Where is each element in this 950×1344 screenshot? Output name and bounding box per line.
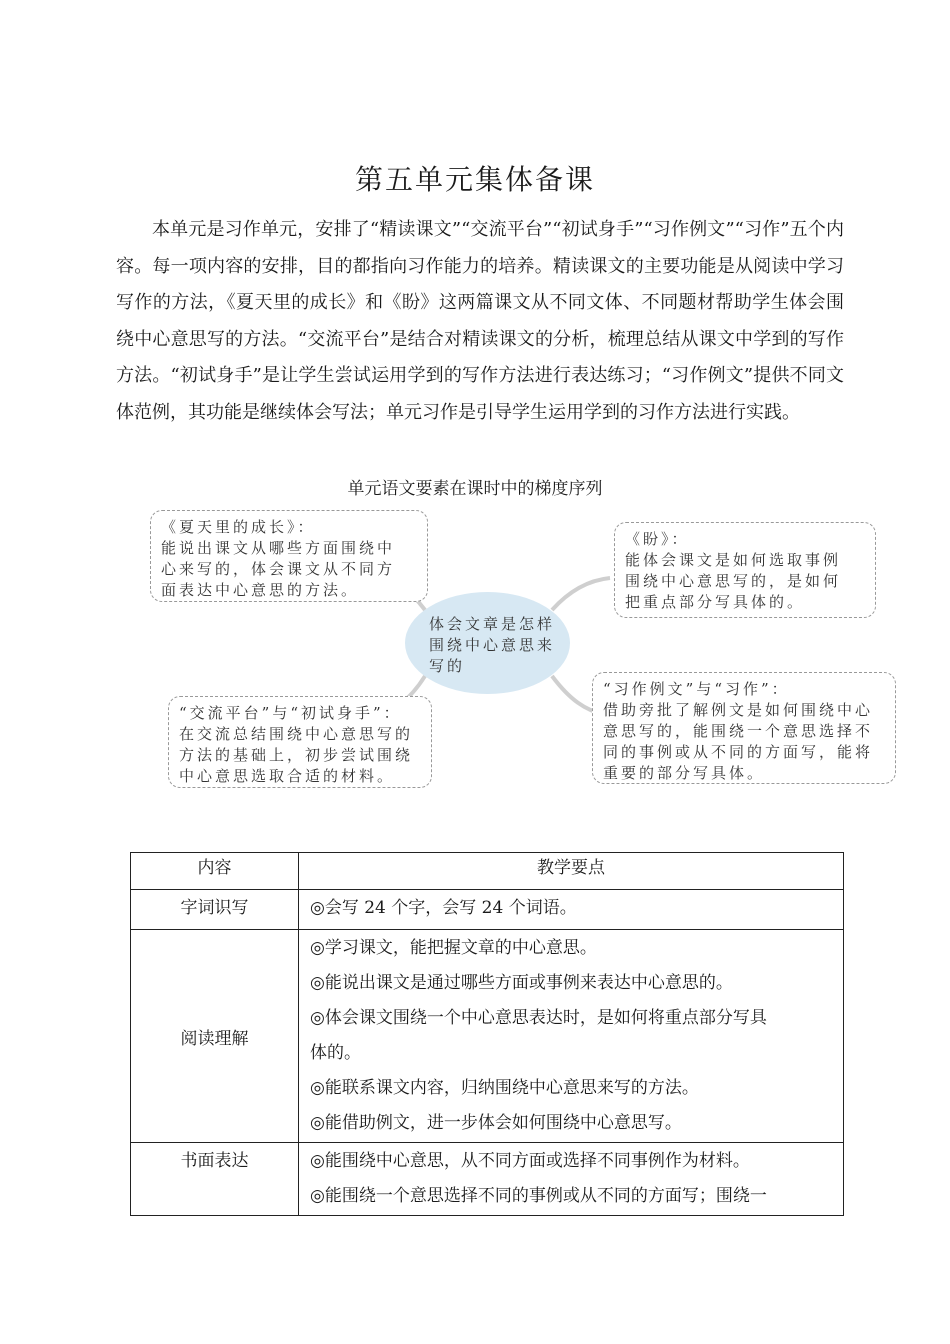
diagram-title: 单元语文要素在课时中的梯度序列 — [347, 479, 603, 499]
intro-paragraph: 本单元是习作单元，安排了“精读课文”“交流平台”“初试身手”“习作例文”“习作”五个内容。每一项内容的安排，目的都指向习作能力的培养。精读课文的主要功能是从阅读中学习写作的方法，《夏天里的成长》和《盼》这两篇课文从不同文体、不同题材帮助学生体会围绕中心意思写的方法。“交流平台”是结合对精读课文的分析，梳理总结从课文中学到的写作方法。“初试身手”是让学生尝试运用学到的写作方法进行表达练习；“习作例文”提供不同文体范例，其功能是继续体会写法；单元习作是引导学生运用学到的习作方法进行实践。 — [116, 219, 844, 423]
bottom-right-box: “习作例文”与“习作”： 借助旁批了解例文是如何围绕中心 意思写的，能围绕一个意思选择不 同的事例或从不同的方面写，能将 重要的部分写具体。 — [592, 672, 896, 784]
row-label: 字词识写 — [131, 890, 299, 930]
central-bubble: 体会文章是怎样 围绕中心意思来 写的 — [405, 592, 570, 694]
top-left-box: 《夏天里的成长》： 能说出课文从哪些方面围绕中 心来写的，体会课文从不同方 面表达中心意思的方法。 — [150, 510, 428, 602]
table-row — [131, 890, 844, 930]
row-items: ◎能围绕中心意思，从不同方面或选择不同事例作为材料。 ◎能围绕一个意思选择不同的事例或从不同的方面写；围绕一 — [299, 1143, 844, 1216]
table-row — [131, 930, 844, 1143]
header-content: 内容 — [131, 853, 299, 890]
row-label: 阅读理解 — [131, 930, 299, 1143]
table-row — [131, 1143, 844, 1216]
teaching-plan-table — [130, 852, 844, 1216]
row-items: ◎学习课文，能把握文章的中心意思。 ◎能说出课文是通过哪些方面或事例来表达中心意思的。 ◎体会课文围绕一个中心意思表达时，是如何将重点部分写具 体的。 ◎能联系课文内容，归纳围绕中心意思来写的方法。 ◎能借助例文，进一步体会如何围绕中心意思写。 — [299, 930, 844, 1143]
page-title: 第五单元集体备课 — [354, 163, 595, 196]
row-label: 书面表达 — [131, 1143, 299, 1216]
header-teaching-points: 教学要点 — [299, 853, 844, 890]
mind-map — [140, 500, 910, 800]
top-right-box: 《盼》： 能体会课文是如何选取事例 围绕中心意思写的，是如何 把重点部分写具体的。 — [614, 522, 876, 618]
bottom-left-box: “交流平台”与“初试身手”： 在交流总结围绕中心意思写的 方法的基础上，初步尝试围绕 中心意思选取合适的材料。 — [168, 696, 432, 788]
row-items: ◎会写 24 个字，会写 24 个词语。 — [299, 890, 844, 930]
table-header-row — [131, 853, 844, 890]
